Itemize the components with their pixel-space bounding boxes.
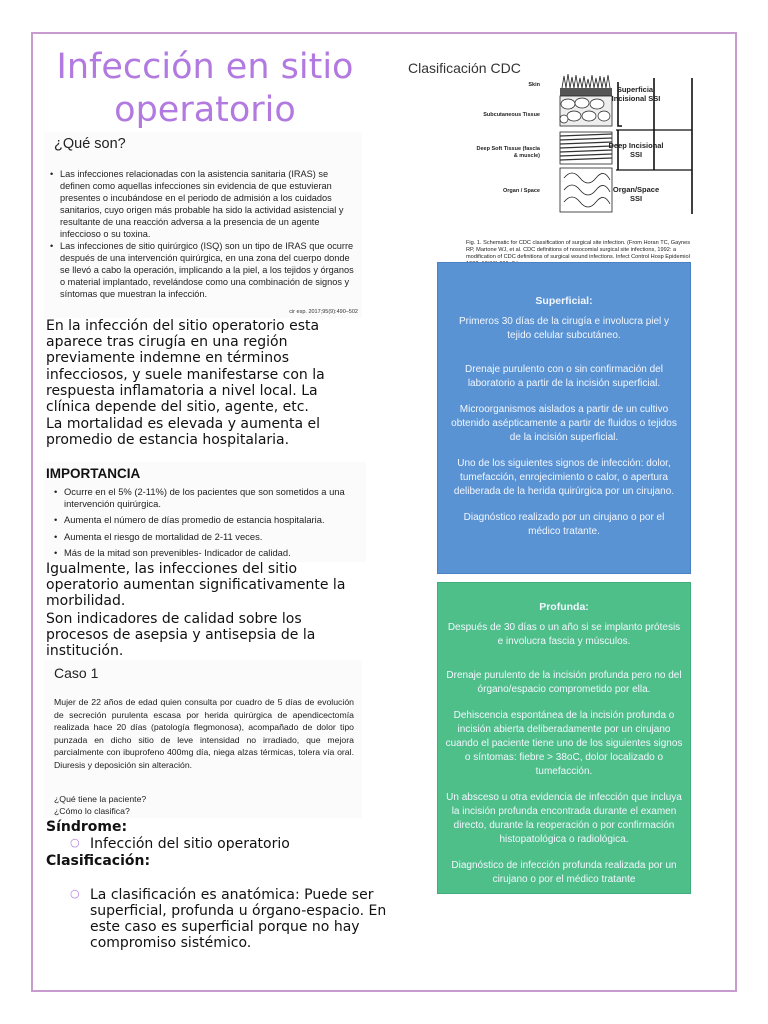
profunda-panel — [437, 582, 691, 894]
cdc-ssi-superficial: Superficial Incisional SSI — [611, 85, 661, 103]
list-item: • Aumenta el riesgo de mortalidad de 2-11 veces. — [54, 531, 364, 543]
que-son-image — [44, 132, 362, 318]
cdc-image — [402, 56, 702, 246]
cdc-label-organ: Organ / Space — [503, 188, 540, 194]
list-item: • Aumenta el número de días promedio de estancia hospitalaria. — [54, 514, 364, 526]
circle-bullet-icon: ○ — [70, 887, 80, 900]
cdc-title: Clasificación CDC — [408, 60, 521, 76]
list-item: • Ocurre en el 5% (2-11%) de los pacientes que son sometidos a una intervención quirúrgica. — [54, 486, 364, 509]
clasificacion-item — [46, 887, 402, 951]
caso-image — [44, 660, 362, 818]
cdc-label-subcutaneous: Subcutaneous Tissue — [483, 112, 540, 118]
caso-title: Caso 1 — [54, 665, 99, 681]
importancia-heading: IMPORTANCIA — [46, 466, 141, 481]
list-item: Microorganismos aislados a partir de un cultivo obtenido asépticamente a partir de fluidos o tejidos de la incisión superficial. — [451, 404, 677, 443]
importancia-image — [44, 462, 366, 562]
sindrome-item-text: Infección del sitio operatorio — [90, 836, 290, 852]
list-item: • Más de la mitad son prevenibles- Indicador de calidad. — [54, 547, 364, 559]
profunda-heading: Profunda: — [539, 601, 589, 613]
sindrome-item — [46, 836, 390, 852]
list-item: Después de 30 días o un año si se implanto prótesis e involucra fascia y músculos. — [447, 622, 681, 647]
que-son-heading: ¿Qué son? — [54, 136, 126, 152]
sindrome-heading: Síndrome: — [46, 819, 128, 835]
clasificacion-item-text: La clasificación es anatómica: Puede ser superficial, profunda u órgano-espacio. En este caso es superficial porque no hay compromiso sistémico. — [90, 887, 387, 951]
list-item: Diagnóstico de infección profunda realizada por un cirujano o por el médico tratante — [451, 860, 677, 885]
caso-question-2: ¿Cómo lo clasifica? — [54, 806, 130, 816]
superficial-heading: Superficial: — [535, 295, 593, 307]
caso-question-1: ¿Qué tiene la paciente? — [54, 794, 147, 804]
superficial-panel — [437, 262, 691, 574]
que-son-bullet-2 — [50, 240, 358, 300]
list-item: Diagnóstico realizado por un cirujano o por el médico tratante. — [463, 512, 665, 537]
mortality-paragraph: La mortalidad es elevada y aumenta el promedio de estancia hospitalaria. — [46, 416, 321, 449]
que-son-citation: cir esp. 2017;95(9):490–502 — [289, 309, 358, 315]
circle-bullet-icon: ○ — [70, 836, 80, 849]
cdc-ssi-organ: Organ/Space SSI — [612, 185, 660, 203]
indicadores-paragraph: Son indicadores de calidad sobre los procesos de asepsia y antisepsia de la institución. — [46, 611, 316, 660]
cdc-label-skin: Skin — [528, 82, 540, 88]
list-item: Uno de los siguientes signos de infección: dolor, tumefacción, enrojecimiento o calor, o apertura deliberada de la herida quirúrgica por un cirujano. — [453, 458, 675, 497]
list-item: • Las infecciones relacionadas con la asistencia sanitaria (IRAS) se definen como aquellas infecciones sin evidencia de que estuvieran presentes o incubándose en el periodo de admisión a los cuidados sanitarios, cuyo origen más probable ha sido la actividad asistencial y resultante de una reacción adversa a la presencia de un agente infeccioso o su toxina. — [50, 168, 358, 240]
list-item: Primeros 30 días de la cirugía e involucra piel y tejido celular subcutáneo. — [458, 316, 670, 341]
importancia-list — [54, 486, 364, 564]
igualmente-paragraph: Igualmente, las infecciones del sitio operatorio aumentan significativamente la morbilidad. — [46, 561, 346, 610]
cdc-label-deep: Deep Soft Tissue (fascia & muscle) — [476, 146, 540, 159]
clasificacion-heading: Clasificación: — [46, 853, 151, 869]
list-item: • Las infecciones de sitio quirúrgico (ISQ) son un tipo de IRAS que ocurre después de una intervención quirúrgica, en una zona del cuerpo donde se llevó a cabo la operación, implicando a la piel, a los tejidos y órganos o material implantado, revelándose como una combinación de signos y síntomas que muestran la infección. — [50, 240, 358, 300]
cdc-ssi-deep: Deep Incisional SSI — [608, 141, 664, 159]
intro-paragraph: En la infección del sitio operatorio esta aparece tras cirugía en una región previamente indemne en términos infecciosos, y suele manifestarse con la respuesta inflamatoria a nivel local. La clínica depende del sitio, agente, etc. — [46, 318, 325, 416]
list-item: Un absceso u otra evidencia de infección que incluya la incisión profunda encontrada durante el examen directo, durante la reoperación o por confirmación histopatológica o radiológica. — [446, 792, 682, 845]
que-son-bullet-1 — [50, 168, 358, 240]
caso-text: Mujer de 22 años de edad quien consulta por cuadro de 5 días de evolución de secreción purulenta escasa por herida quirúrgica de apendicectomía realizada hace 20 días (patología flegmonosa), acompañado de dolor tipo punzada en dicho sitio de leve intensidad no irradiado, que mejora parcialmente con ibuprofeno 400mg día, niega alzas térmicas, tolera vía oral. Diuresis y deposición sin alteración. — [54, 697, 354, 770]
list-item: Drenaje purulento de la incisión profunda pero no del órgano/espacio comprometido por ella. — [446, 670, 682, 695]
cdc-figure-caption: Fig. 1. Schematic for CDC classification of surgical site infection. (From Horan TC, Gaynes RP, Martone WJ, et al. CDC definitions of nosocomial surgical site infections, 1992: a modification of CDC definitions of surgical wound infections. Infect Control Hosp Epidemiol — [466, 240, 691, 260]
page-title: Infección en sitio operatorio — [56, 47, 354, 130]
list-item: Drenaje purulento con o sin confirmación del laboratorio a partir de la incisión superficial. — [465, 364, 663, 389]
list-item: Dehiscencia espontánea de la incisión profunda o incisión abierta deliberadamente por un cirujano cuando el paciente tiene uno de los siguientes signos o síntomas: fiebre > 38oC, dolor localizado o tumefacción. — [445, 710, 683, 777]
